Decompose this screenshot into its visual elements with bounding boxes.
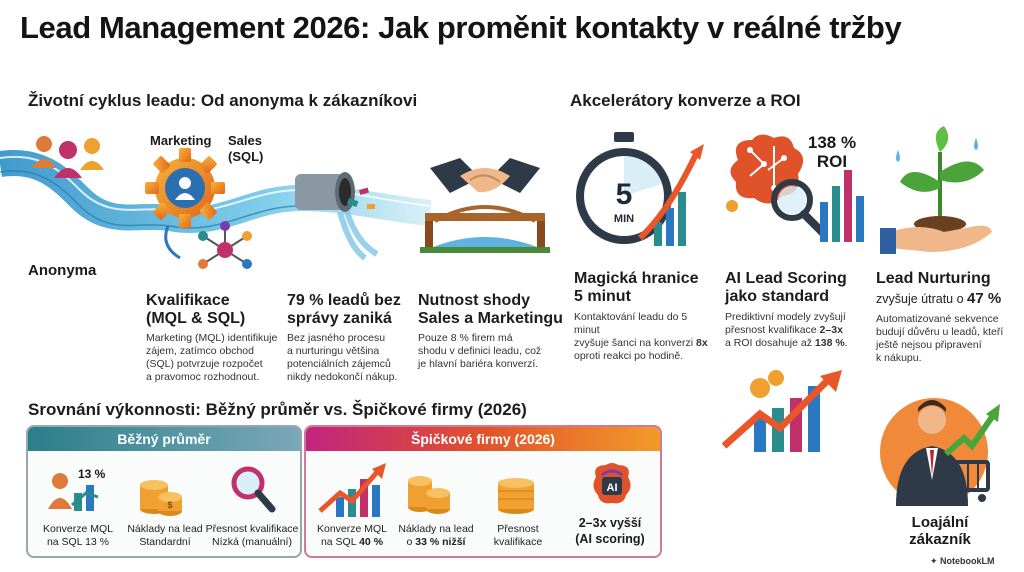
- text-line: oproti reakci po hodině.: [574, 350, 684, 362]
- top-conversion-label: [308, 523, 396, 549]
- bridge-icon: [420, 207, 550, 253]
- text-line: [308, 536, 396, 549]
- sales-tag: [228, 133, 263, 165]
- five-minute-block: [574, 270, 714, 363]
- coins-stack-icon-2: [492, 467, 542, 517]
- svg-text:$: $: [167, 500, 173, 510]
- text-line: Kontaktování leadu do 5 minut: [574, 311, 688, 336]
- five-minute-title-1: Magická hranice: [574, 270, 699, 287]
- text-part-bold: 33 % nižší: [415, 536, 466, 548]
- anonyma-label: Anonyma: [28, 262, 97, 279]
- ai-chip-label: AI: [606, 482, 618, 494]
- growth-chart-icon: [720, 368, 850, 456]
- text-line: 2–3x vyšší: [578, 516, 642, 530]
- text-line: Prediktivní modely zvyšují: [725, 311, 846, 323]
- text-line: na SQL 13 %: [46, 536, 110, 548]
- top-firms-panel: [304, 425, 662, 558]
- handshake-icon: [430, 158, 540, 193]
- text-part-bold: 47 %: [967, 290, 1002, 307]
- text-line: Přesnost: [497, 523, 539, 535]
- text-line: Automatizované sekvence: [876, 313, 999, 325]
- qualification-title-1: Kvalifikace: [146, 292, 230, 309]
- text-line: k nákupu.: [876, 352, 922, 364]
- text-line: Přesnost kvalifikace: [205, 523, 299, 535]
- text-line: Pouze 8 % firem má: [418, 332, 513, 344]
- text-line: [574, 337, 714, 350]
- text-line: [725, 337, 865, 350]
- text-line: Nízká (manuální): [212, 536, 292, 548]
- loyal-customer-label: [900, 514, 980, 548]
- lead-loss-title-2: správy zaniká: [287, 310, 392, 327]
- qualification-block: [146, 292, 286, 384]
- accelerators-heading: Akcelerátory konverze a ROI: [570, 91, 801, 110]
- lead-loss-block: [287, 292, 417, 384]
- qualification-text: [146, 332, 286, 384]
- text-line: a pravomoc rozhodnout.: [146, 371, 260, 383]
- loyal-customer-icon: [876, 390, 1006, 512]
- average-precision-label: [204, 523, 300, 549]
- ai-scoring-title-1: AI Lead Scoring: [725, 270, 847, 287]
- lead-loss-text: [287, 332, 417, 384]
- stopwatch-icon: [570, 130, 710, 260]
- text-part: o: [406, 536, 416, 548]
- sales-tag-line2: (SQL): [228, 149, 264, 164]
- text-line: Náklady na lead: [398, 523, 474, 535]
- qualification-title-2: (MQL & SQL): [146, 310, 246, 327]
- text-part-bold: 2–3x: [819, 324, 843, 336]
- text-line: (SQL) potvrzuje rozpočet: [146, 358, 263, 370]
- nurturing-subtitle: [876, 290, 1021, 307]
- branding: [930, 556, 995, 567]
- text-line: Konverze MQL: [316, 523, 388, 535]
- text-part-bold: 40 %: [359, 536, 384, 548]
- coins-icon: [136, 471, 186, 519]
- text-line: a nurturingu většina: [287, 345, 380, 357]
- text-line: je hlavní bariéra konverzí.: [418, 358, 539, 370]
- text-line: ještě nejsou připravení: [876, 339, 982, 351]
- notebook-logo-icon: ✦: [930, 556, 941, 566]
- top-ai-scoring-label: [558, 515, 662, 547]
- ai-scoring-text: [725, 311, 865, 350]
- text-line: (AI scoring): [575, 532, 645, 546]
- ai-scoring-block: [725, 270, 865, 350]
- text-line: potenciálních zájemců: [287, 358, 391, 370]
- average-panel-head: Běžný průměr: [28, 427, 300, 451]
- page-title: Lead Management 2026: Jak proměnit kontakty v reálné tržby: [20, 10, 902, 45]
- five-minute-text: [574, 311, 714, 363]
- comparison-heading: Srovnání výkonnosti: Běžný průměr vs. Špičkové firmy (2026): [28, 400, 527, 419]
- five-minute-title-2: 5 minut: [574, 288, 631, 305]
- lead-loss-title-1: 79 % leadů bez: [287, 292, 401, 309]
- text-line: kvalifikace: [493, 536, 543, 548]
- ai-scoring-title-2: jako standard: [725, 288, 830, 305]
- text-line: Konverze MQL: [42, 523, 114, 535]
- text-line: budují důvěru u leadů, kteří: [876, 326, 1004, 338]
- plant-hand-icon: [880, 122, 1000, 262]
- roi-label: ROI: [816, 152, 848, 171]
- qualification-gear-icon: [145, 148, 225, 228]
- average-conversion-badge: 13 %: [78, 467, 106, 481]
- alignment-title-1: Nutnost shody: [418, 292, 530, 309]
- nurturing-text: [876, 313, 1021, 365]
- average-conversion-label: [34, 523, 122, 549]
- loyal-line2: zákazník: [909, 531, 971, 548]
- sales-tag-line1: Sales: [228, 133, 262, 148]
- text-line: zájem, zatímco obchod: [146, 345, 254, 357]
- text-line: Náklady na lead: [127, 523, 203, 535]
- alignment-text: [418, 332, 566, 371]
- text-line: [725, 324, 865, 337]
- top-cost-label: [392, 523, 480, 549]
- text-part-bold: 138 %: [814, 337, 845, 349]
- rising-chart-icon: [316, 461, 392, 519]
- branding-text: NotebookLM: [940, 556, 995, 566]
- text-part: .: [844, 337, 848, 349]
- text-part: na SQL: [320, 536, 360, 548]
- top-firms-panel-head: Špičkové firmy (2026): [306, 427, 660, 451]
- lifecycle-heading: Životní cyklus leadu: Od anonyma k zákazníkovi: [28, 91, 418, 110]
- text-part: zvyšuje útratu o: [876, 292, 968, 306]
- roi-value: 138 %: [807, 133, 857, 152]
- text-line: shodu v definici leadu, což: [418, 345, 542, 357]
- alignment-title-2: Sales a Marketingu: [418, 310, 563, 327]
- text-part: přesnost kvalifikace: [725, 324, 820, 336]
- magnifier-icon: [228, 463, 278, 515]
- text-line: Marketing (MQL) identifikuje: [146, 332, 278, 344]
- text-line: Bez jasného procesu: [287, 332, 386, 344]
- ai-chip-icon: [588, 461, 636, 509]
- average-panel: [26, 425, 302, 558]
- timer-number: 5: [615, 178, 633, 211]
- text-line: nikdy nedokončí nákup.: [287, 371, 398, 383]
- average-cost-label: [122, 523, 208, 549]
- text-line: [392, 536, 480, 549]
- coins-stack-icon: [404, 467, 454, 517]
- text-line: Standardní: [139, 536, 191, 548]
- text-part: zvyšuje šanci na konverzi: [574, 337, 696, 349]
- top-precision-label: [482, 523, 554, 549]
- timer-unit: MIN: [613, 213, 635, 225]
- loyal-line1: Loajální: [911, 514, 969, 531]
- text-part-bold: 8x: [695, 337, 708, 349]
- marketing-tag: Marketing: [150, 133, 212, 148]
- text-part: a ROI dosahuje až: [725, 337, 815, 349]
- alignment-block: [418, 292, 566, 371]
- roi-badge: [802, 133, 862, 171]
- nurturing-block: [876, 270, 1021, 365]
- nurturing-title: Lead Nurturing: [876, 270, 991, 287]
